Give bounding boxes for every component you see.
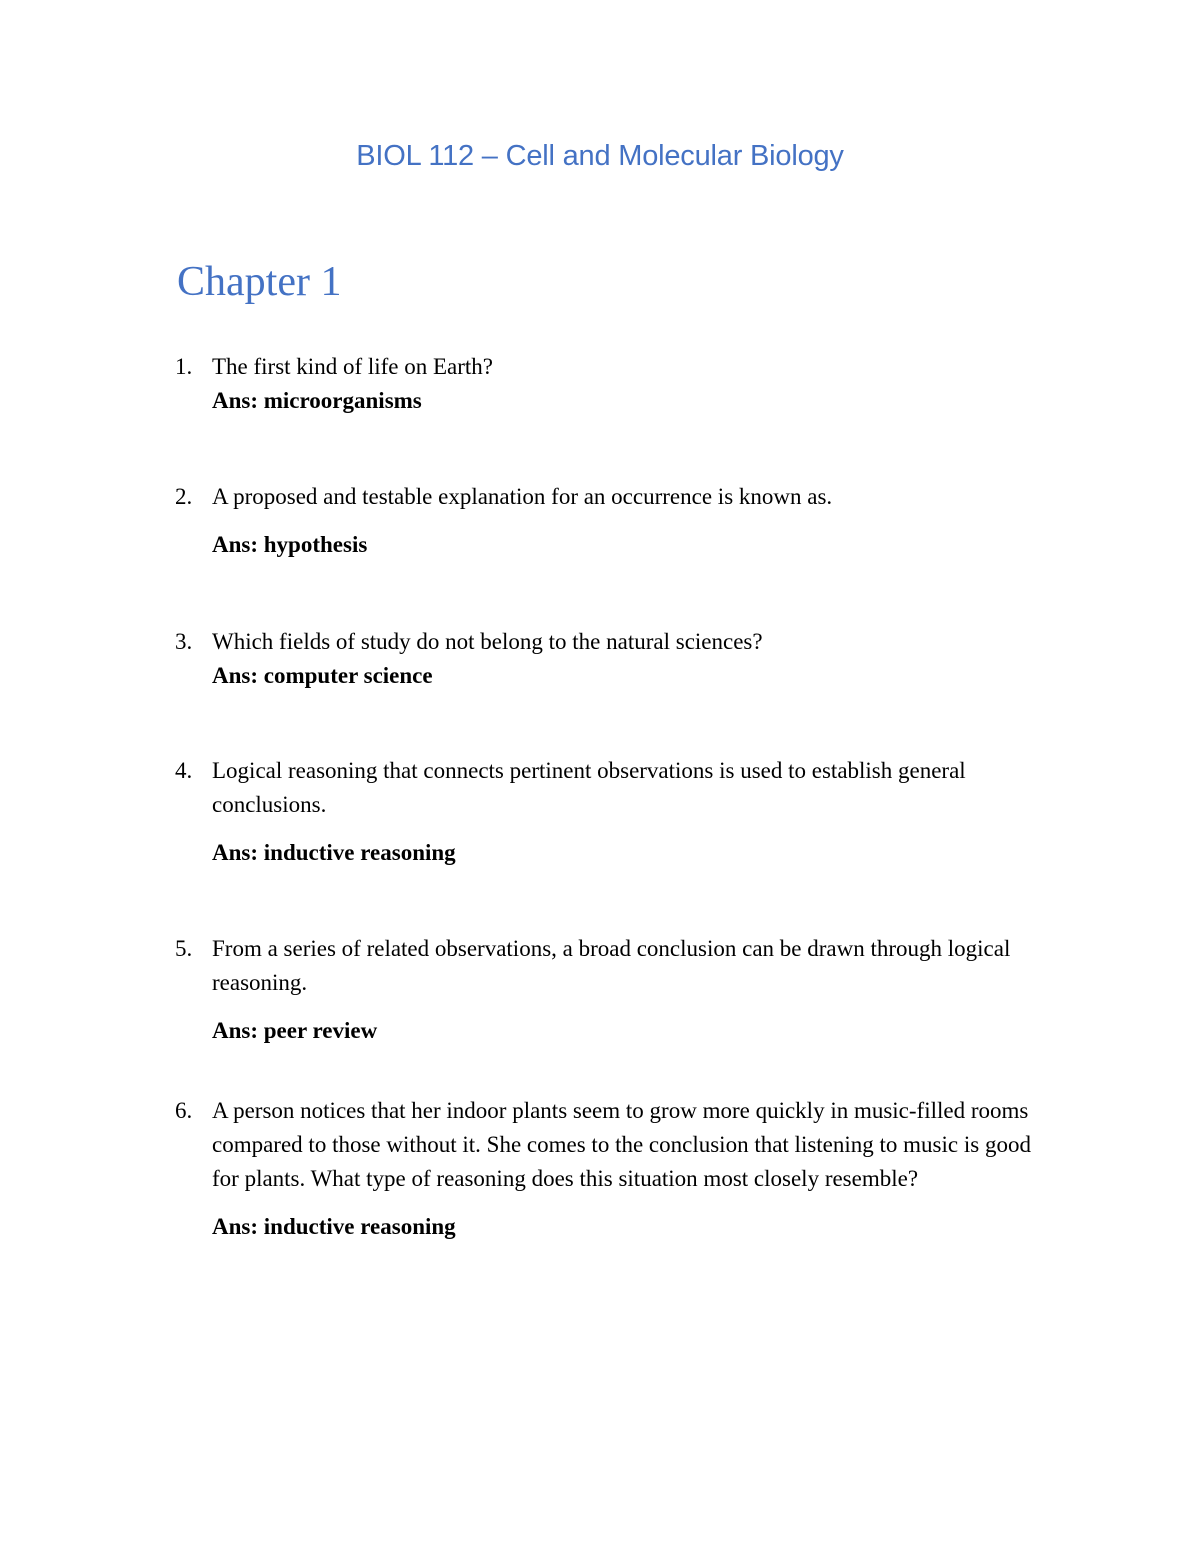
answer-text: Ans: microorganisms	[212, 388, 422, 413]
question-item-4	[175, 754, 1065, 870]
question-number: 2.	[175, 484, 193, 509]
question-number: 6.	[175, 1098, 193, 1123]
question-text: Logical reasoning that connects pertinent observations is used to establish general conclusions.	[212, 758, 966, 817]
answer-text: Ans: peer review	[212, 1018, 378, 1043]
question-text: The first kind of life on Earth?	[212, 354, 494, 379]
question-number: 3.	[175, 629, 193, 654]
question-text: A proposed and testable explanation for an occurrence is known as.	[212, 484, 833, 509]
question-text: A person notices that her indoor plants seem to grow more quickly in music-filled rooms compared to those without it. She comes to the conclusion that listening to music is good for plants. What type of reasoning does this situation most closely resemble?	[212, 1098, 1031, 1191]
question-item-2	[175, 480, 1065, 562]
question-number: 1.	[175, 354, 193, 379]
question-item-6	[175, 1094, 1065, 1244]
chapter-heading: Chapter 1	[177, 259, 342, 305]
answer-text: Ans: hypothesis	[212, 532, 368, 557]
document-title: BIOL 112 – Cell and Molecular Biology	[356, 140, 844, 172]
question-item-3	[175, 625, 1065, 693]
question-item-1	[175, 350, 1065, 418]
answer-text: Ans: computer science	[212, 663, 433, 688]
question-text: From a series of related observations, a broad conclusion can be drawn through logical reasoning.	[212, 936, 1011, 995]
question-number: 4.	[175, 758, 193, 783]
question-number: 5.	[175, 936, 193, 961]
answer-text: Ans: inductive reasoning	[212, 1214, 456, 1239]
question-item-5	[175, 932, 1065, 1048]
answer-text: Ans: inductive reasoning	[212, 840, 456, 865]
question-text: Which fields of study do not belong to the natural sciences?	[212, 629, 763, 654]
